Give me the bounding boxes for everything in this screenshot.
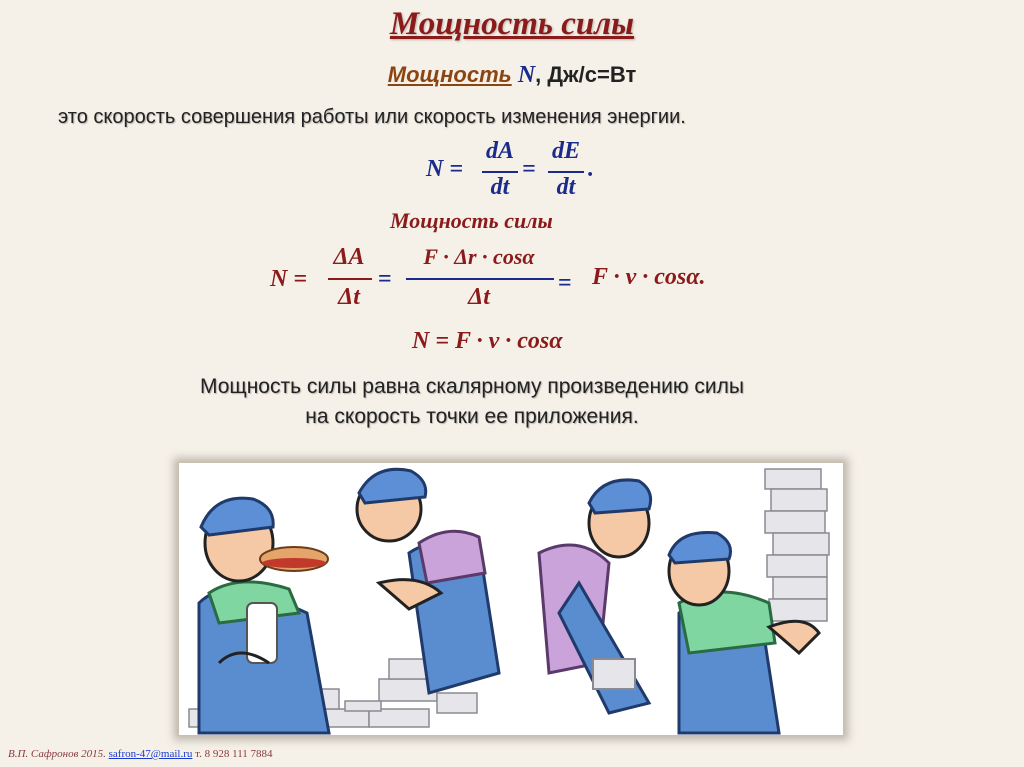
worker-eating (199, 498, 329, 733)
footer-author: В.П. Сафронов 2015. (8, 748, 106, 760)
formula1-eq: = (522, 156, 536, 182)
definition-description: это скорость совершения работы или скорость изменения энергии. (58, 106, 686, 128)
formula-power-result: N = F · v · cosα (412, 328, 563, 354)
formula1-bar2 (548, 171, 584, 173)
definition-term: Мощность (387, 62, 512, 87)
brick-stack-right (765, 469, 829, 621)
footer-email-link[interactable]: safron-47@mail.ru (108, 748, 193, 760)
formula2-num1: ΔA (333, 244, 365, 270)
footer (8, 748, 273, 760)
definition-line (0, 62, 1024, 89)
formula2-den1: Δt (338, 284, 360, 310)
formula2-bar1 (328, 278, 372, 280)
formula1-dot: . (588, 156, 594, 182)
slide-title: Мощность силы (389, 6, 635, 42)
formula2-rhs: F · v · cosα. (592, 264, 706, 290)
statement-line-1: Мощность силы равна скалярному произведению силы (200, 375, 744, 398)
formula2-bar2 (406, 278, 554, 280)
formula1-num2: dE (551, 138, 580, 164)
statement-line-2: на скорость точки ее приложения. (305, 405, 639, 428)
formula2-eq2: = (558, 270, 572, 296)
worker-talking (357, 469, 499, 693)
formula1-den1: dt (490, 174, 510, 200)
formula2-eq1: = (378, 266, 392, 292)
formula2-den2: Δt (468, 284, 490, 310)
formula1-lhs: N = (426, 156, 464, 182)
workers-illustration (178, 462, 844, 736)
formula2-num2: F · Δr · cosα (423, 244, 535, 269)
definition-symbol: N (517, 62, 536, 88)
power-statement (0, 372, 944, 432)
workers-cartoon (179, 463, 843, 735)
footer-phone: т. 8 928 111 7884 (195, 748, 273, 760)
formula1-den2: dt (556, 174, 576, 200)
formula2-lhs: N = (270, 266, 308, 292)
subtitle-power-of-force: Мощность силы (390, 208, 553, 233)
formula-power-expansion (270, 244, 740, 316)
definition-unit: , Дж/с=Вт (535, 62, 637, 87)
formula-power-derivative (420, 138, 620, 206)
formula1-num1: dA (485, 138, 514, 164)
worker-bending (539, 480, 651, 713)
formula1-bar1 (482, 171, 518, 173)
